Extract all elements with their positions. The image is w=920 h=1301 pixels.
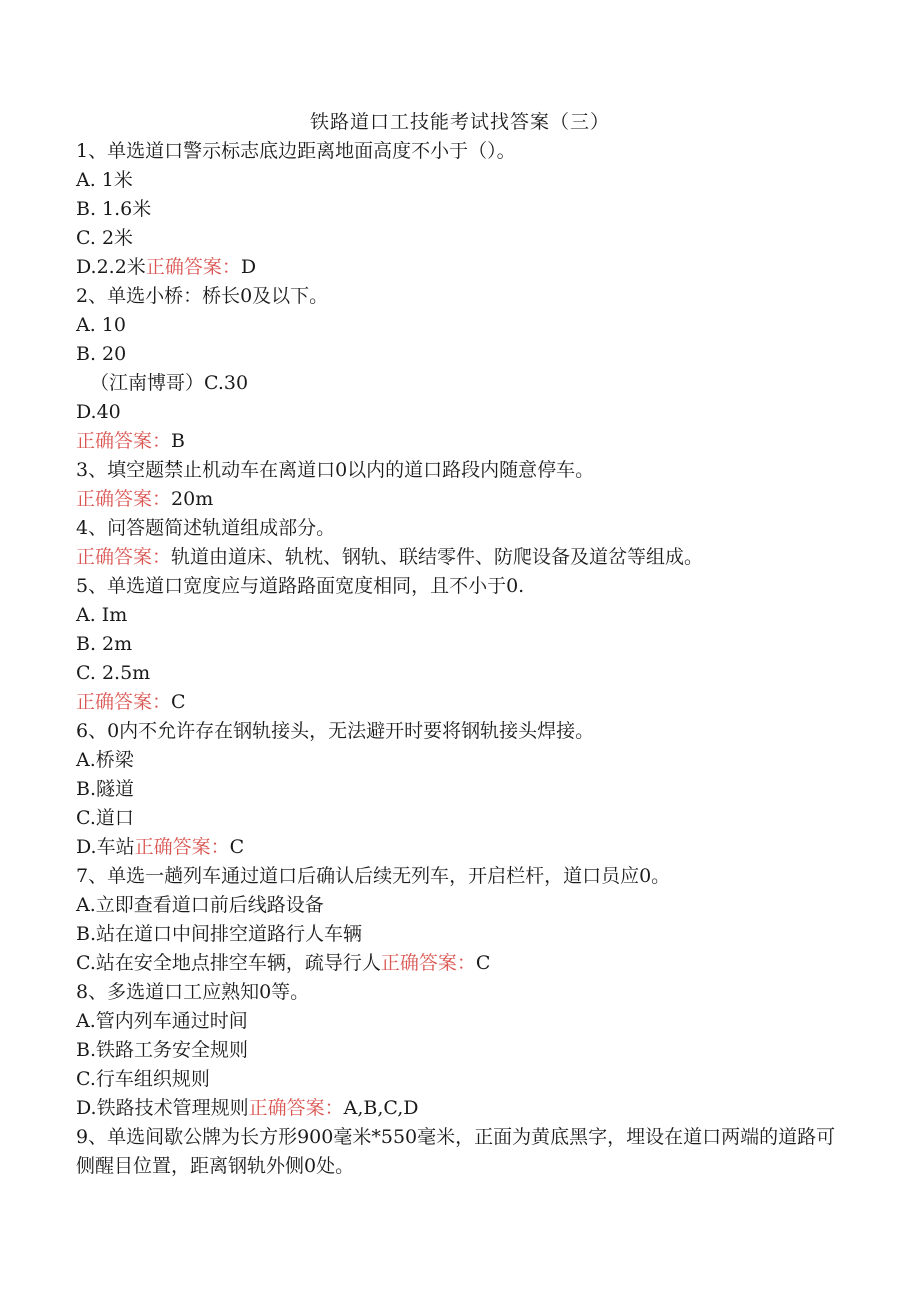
answer-value: A,B,C,D [343, 1097, 419, 1119]
answer-label: 正确答案： [145, 256, 241, 278]
question-stem: 8、多选道口工应熟知0等。 [76, 981, 310, 1003]
answer-value: D [240, 256, 257, 278]
option: A.管内列车通过时间 [76, 1010, 248, 1032]
question-stem: 1、单选道口警示标志底边距离地面高度不小于（）。 [76, 140, 516, 162]
question-stem: 2、单选小桥：桥长0及以下。 [76, 285, 329, 307]
option: A. 1米 [76, 169, 133, 191]
option-with-answer [76, 833, 846, 862]
answer-line [76, 688, 846, 717]
option: A.桥梁 [76, 749, 134, 771]
option: B. 2m [76, 633, 133, 655]
option: B.站在道口中间排空道路行人车辆 [76, 923, 363, 945]
answer-label: 正确答案： [76, 691, 172, 713]
answer-value: C [171, 691, 186, 713]
answer-label: 正确答案： [76, 546, 172, 568]
option: C. 2.5m [76, 662, 151, 684]
answer-value: 20m [171, 488, 214, 510]
document-title: 铁路道口工技能考试找答案（三） [309, 111, 610, 133]
option: B. 1.6米 [76, 198, 152, 220]
option: D.铁路技术管理规则 [76, 1097, 249, 1119]
option-with-answer [76, 253, 846, 282]
answer-value: C [475, 952, 491, 974]
answer-line [76, 543, 846, 572]
option: A.立即查看道口前后线路设备 [76, 894, 324, 916]
answer-line [76, 427, 846, 456]
answer-line [76, 485, 846, 514]
option: D.车站 [76, 836, 135, 858]
option-with-answer [76, 1094, 846, 1123]
answer-label: 正确答案： [380, 952, 476, 974]
option: C.行车组织规则 [76, 1068, 210, 1090]
option: B.铁路工务安全规则 [76, 1039, 249, 1061]
question-stem: 7、单选一趟列车通过道口后确认后续无列车，开启栏杆，道口员应0。 [76, 865, 671, 887]
answer-label: 正确答案： [134, 836, 230, 858]
question-stem: 3、填空题禁止机动车在离道口0以内的道口路段内随意停车。 [76, 459, 595, 481]
option: C.站在安全地点排空车辆，疏导行人 [76, 952, 381, 974]
question-list [76, 137, 846, 1181]
question-stem: 4、问答题简述轨道组成部分。 [76, 517, 336, 539]
answer-value: C [229, 836, 245, 858]
option: D.40 [76, 401, 121, 423]
answer-value: 轨道由道床、轨枕、钢轨、联结零件、防爬设备及道岔等组成。 [171, 546, 704, 568]
answer-label: 正确答案： [76, 488, 172, 510]
answer-label: 正确答案： [248, 1097, 344, 1119]
question-stem: 5、单选道口宽度应与道路路面宽度相同，且不小于0. [76, 575, 525, 597]
question-stem: 9、单选间歇公牌为长方形900毫米*550毫米，正面为黄底黑字，埋设在道口两端的道路可侧醒目位置，距离钢轨外侧0处。 [76, 1126, 836, 1177]
answer-value: B [171, 430, 185, 452]
option: A. Im [76, 604, 128, 626]
option: C. 2米 [76, 227, 134, 249]
option: （江南博哥）C.30 [90, 372, 249, 394]
option: A. 10 [76, 314, 126, 336]
answer-label: 正确答案： [76, 430, 172, 452]
option: D.2.2米 [76, 256, 146, 278]
option-with-answer [76, 949, 846, 978]
option: B.隧道 [76, 778, 135, 800]
question-stem: 6、0内不允许存在钢轨接头，无法避开时要将钢轨接头焊接。 [76, 720, 595, 742]
option: B. 20 [76, 343, 127, 365]
option: C.道口 [76, 807, 134, 829]
